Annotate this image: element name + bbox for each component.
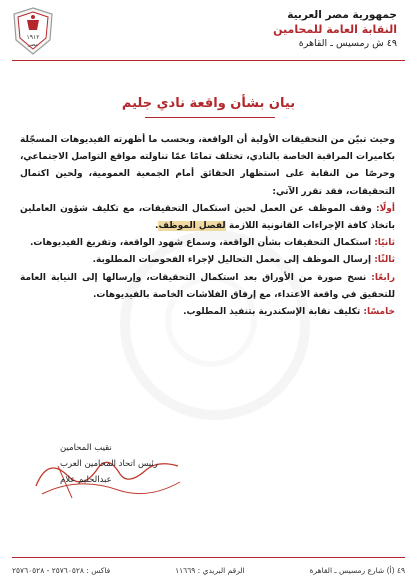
intro-paragraph: وحيث تبيّن من التحقيقات الأولية أن الواقعة، وبحسب ما أظهرته الفيديوهات المسجّلة بكاميرات المراقبة الخاصة بالنادي، تختلف تمامًا عمّا تناولته مواقع التواصل الاجتماعي، وحرصًا من النقابة على استظهار الحقائق أمام الجمعية العمومية، ولحين اكتمال التحقيقات، فقد تقرر الآتي:	[20, 135, 395, 197]
header-organization: النقابة العامة للمحامين	[273, 23, 397, 36]
logo-caption: مصر	[28, 42, 38, 48]
syndicate-logo-icon	[10, 6, 56, 56]
item-5	[20, 304, 395, 321]
item-label: ثانيًا:	[374, 238, 395, 249]
signer-role: نقيب المحامين	[60, 443, 112, 453]
item-1: أولًا: وقف الموظف عن العمل لحين استكمال التحقيقات، مع تكليف شؤون العاملين باتخاذ كافة الإجراءات القانونية اللازمة لفصل الموظف.	[20, 203, 395, 232]
header-divider	[12, 60, 405, 61]
item-text: تكليف نقابة الإسكندرية بتنفيذ المطلوب.	[183, 307, 361, 318]
item-label: رابعًا:	[371, 272, 396, 283]
item-text: وقف الموظف عن العمل لحين استكمال التحقيقات، مع تكليف شؤون العاملين باتخاذ كافة الإجراءات القانونية اللازمة	[20, 203, 395, 232]
statement-title: بيان بشأن واقعة نادي جليم	[121, 96, 296, 111]
item-text: إرسال الموظف إلى معمل التحاليل لإجراء الفحوصات المطلوبة.	[92, 255, 372, 266]
highlighted-text: لفصل الموظف	[158, 221, 226, 232]
item-text: استكمال التحقيقات بشأن الواقعة، وسماع شهود الواقعة، وتفريغ الفيديوهات.	[30, 238, 372, 249]
footer-postal-code: الرقم البريدي : ١١٦٦٩	[175, 565, 245, 575]
logo-year: ١٩١٢	[26, 34, 40, 41]
footer-fax: فاكس : ٢٥٧٦٠٥٢٨ - ٢٥٧٦٠٥٢٨	[12, 565, 111, 575]
signer-role-secondary: رئيس اتحاد المحامين العرب	[60, 459, 158, 469]
item-label: أولًا:	[376, 203, 395, 214]
item-4	[20, 270, 395, 304]
footer-address: ٤٩ (أ) شارع رمسيس ـ القاهرة	[309, 565, 405, 575]
letterhead	[147, 8, 397, 51]
header-address: ٤٩ ش رمسيس ـ القاهرة	[298, 38, 397, 49]
signer-name: عبدالحليم علام	[60, 475, 112, 485]
item-3	[20, 252, 395, 269]
statement-body	[20, 132, 395, 321]
item-label: ثالثًا:	[374, 255, 395, 266]
footer	[12, 562, 405, 578]
signature-block	[60, 440, 180, 488]
footer-divider	[12, 557, 405, 558]
header-country: جمهورية مصر العربية	[287, 9, 397, 21]
title-underline	[145, 117, 275, 118]
item-label: خامسًا:	[363, 307, 395, 318]
item-2	[20, 235, 395, 252]
item-text: نسخ صورة من الأوراق بعد استكمال التحقيقات، وإرسالها إلى النيابة العامة للتحقيق في واقعة الاعتداء، مع إرفاق الفلاشات الخاصة بالفيديوهات.	[20, 272, 395, 300]
